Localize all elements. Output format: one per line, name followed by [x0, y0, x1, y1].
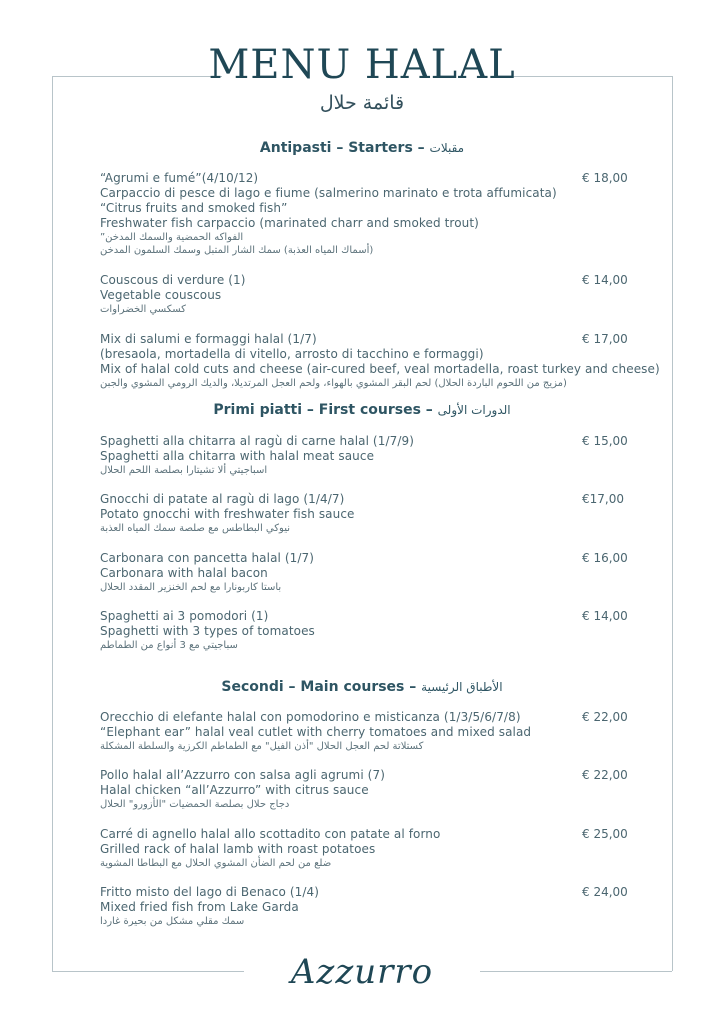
menu-item	[100, 332, 660, 390]
item-price: € 14,00	[582, 273, 628, 287]
item-desc-it: (bresaola, mortadella di vitello, arrosto di tacchino e formaggi)	[100, 347, 484, 361]
item-price: € 17,00	[582, 332, 628, 346]
item-name-en: Halal chicken “all’Azzurro” with citrus sauce	[100, 783, 369, 797]
item-name-en: “Elephant ear” halal veal cutlet with cherry tomatoes and mixed salad	[100, 725, 532, 739]
item-price: € 15,00	[582, 434, 628, 448]
item-name-it: Spaghetti alla chitarra al ragù di carne halal (1/7/9)	[100, 434, 414, 448]
item-price: € 18,00	[582, 171, 628, 185]
item-name-ar: ضلع من لحم الضأن المشوي الحلال مع البطاطا المشوية	[100, 858, 332, 869]
azzurro-logo: Azzurro	[290, 952, 434, 992]
item-name-en: Spaghetti alla chitarra with halal meat sauce	[100, 449, 375, 463]
item-desc-it: Carpaccio di pesce di lago e fiume (salmerino marinato e trota affumicata)	[100, 186, 557, 200]
item-name-en: “Citrus fruits and smoked fish”	[100, 201, 288, 215]
menu-item	[100, 492, 660, 535]
section-title-text: Primi piatti – First courses –	[213, 402, 433, 418]
item-name-ar: باستا كاربونارا مع لحم الخنزير المقدد الحلال	[100, 582, 282, 593]
item-price: € 16,00	[582, 551, 628, 565]
item-name-it: Carré di agnello halal allo scottadito con patate al forno	[100, 827, 441, 841]
item-name-it: Pollo halal all’Azzurro con salsa agli agrumi (7)	[100, 768, 385, 782]
item-name-ar: نيوكي البطاطس مع صلصة سمك المياه العذبة	[100, 523, 290, 534]
item-name-it: Fritto misto del lago di Benaco (1/4)	[100, 885, 320, 899]
item-name-ar: الفواكه الحمضية والسمك المدخن”	[100, 232, 244, 243]
frame-line-right	[672, 76, 673, 971]
item-name-ar: كستلاتة لحم العجل الحلال "أذن الفيل" مع الطماطم الكرزية والسلطة المشكلة	[100, 741, 424, 752]
section-title-arabic: مقبلات	[429, 141, 465, 155]
item-name-it: Orecchio di elefante halal con pomodorino e misticanza (1/3/5/6/7/8)	[100, 710, 521, 724]
menu-item	[100, 885, 660, 928]
section-title-starters	[0, 140, 724, 156]
menu-item	[100, 827, 660, 870]
menu-item	[100, 551, 660, 594]
item-price: € 25,00	[582, 827, 628, 841]
menu-item	[100, 710, 660, 753]
item-name-en: Grilled rack of halal lamb with roast potatoes	[100, 842, 376, 856]
section-title-arabic: الدورات الأولى	[437, 403, 511, 417]
item-name-en: Potato gnocchi with freshwater fish sauce	[100, 507, 355, 521]
item-name-en: Carbonara with halal bacon	[100, 566, 268, 580]
item-price: € 22,00	[582, 768, 628, 782]
item-name-it: “Agrumi e fumé”(4/10/12)	[100, 171, 259, 185]
section-title-text: Secondi – Main courses –	[221, 679, 417, 695]
item-name-ar: سباجيتي مع 3 أنواع من الطماطم	[100, 640, 238, 651]
item-price: € 22,00	[582, 710, 628, 724]
page-title: MENU HALAL	[208, 42, 516, 88]
menu-item	[100, 434, 660, 477]
section-title-arabic: الأطباق الرئيسية	[421, 680, 503, 694]
item-price: € 14,00	[582, 609, 628, 623]
item-name-it: Gnocchi di patate al ragù di lago (1/4/7)	[100, 492, 345, 506]
menu-item	[100, 171, 660, 257]
item-name-ar: اسباجيتي ألا تشيتارا بصلصة اللحم الحلال	[100, 465, 268, 476]
item-desc-ar: (مزيج من اللحوم الباردة الحلال) لحم البقر المشوي بالهواء، ولحم العجل المرتديلا، والديك الرومي المشوي والجبن	[100, 378, 567, 389]
item-name-en: Spaghetti with 3 types of tomatoes	[100, 624, 315, 638]
item-desc-en: Mix of halal cold cuts and cheese (air-cured beef, veal mortadella, roast turkey and cheese)	[100, 362, 660, 376]
item-name-it: Mix di salumi e formaggi halal (1/7)	[100, 332, 317, 346]
frame-line-left	[52, 76, 53, 971]
menu-item	[100, 768, 660, 811]
item-name-ar: سمك مقلي مشكل من بحيرة غاردا	[100, 916, 245, 927]
section-title-main-courses	[0, 679, 724, 695]
item-name-it: Spaghetti ai 3 pomodori (1)	[100, 609, 269, 623]
menu-item	[100, 609, 660, 652]
section-title-first-courses	[0, 402, 724, 418]
page-subtitle-arabic: قائمة حلال	[319, 92, 405, 114]
item-name-ar: دجاج حلال بصلصة الحمضيات "الأزورو" الحلال	[100, 799, 290, 810]
item-price: € 24,00	[582, 885, 628, 899]
section-title-text: Antipasti – Starters –	[259, 140, 425, 156]
item-desc-en: Freshwater fish carpaccio (marinated charr and smoked trout)	[100, 216, 479, 230]
item-name-it: Carbonara con pancetta halal (1/7)	[100, 551, 315, 565]
item-name-en: Mixed fried fish from Lake Garda	[100, 900, 299, 914]
item-price: €17,00	[582, 492, 624, 506]
item-name-ar: كسكسي الخضراوات	[100, 304, 186, 315]
item-desc-ar: (أسماك المياه العذبة) سمك الشار المتبل وسمك السلمون المدخن	[100, 245, 374, 256]
menu-item	[100, 273, 660, 316]
item-name-en: Vegetable couscous	[100, 288, 222, 302]
item-name-it: Couscous di verdure (1)	[100, 273, 246, 287]
